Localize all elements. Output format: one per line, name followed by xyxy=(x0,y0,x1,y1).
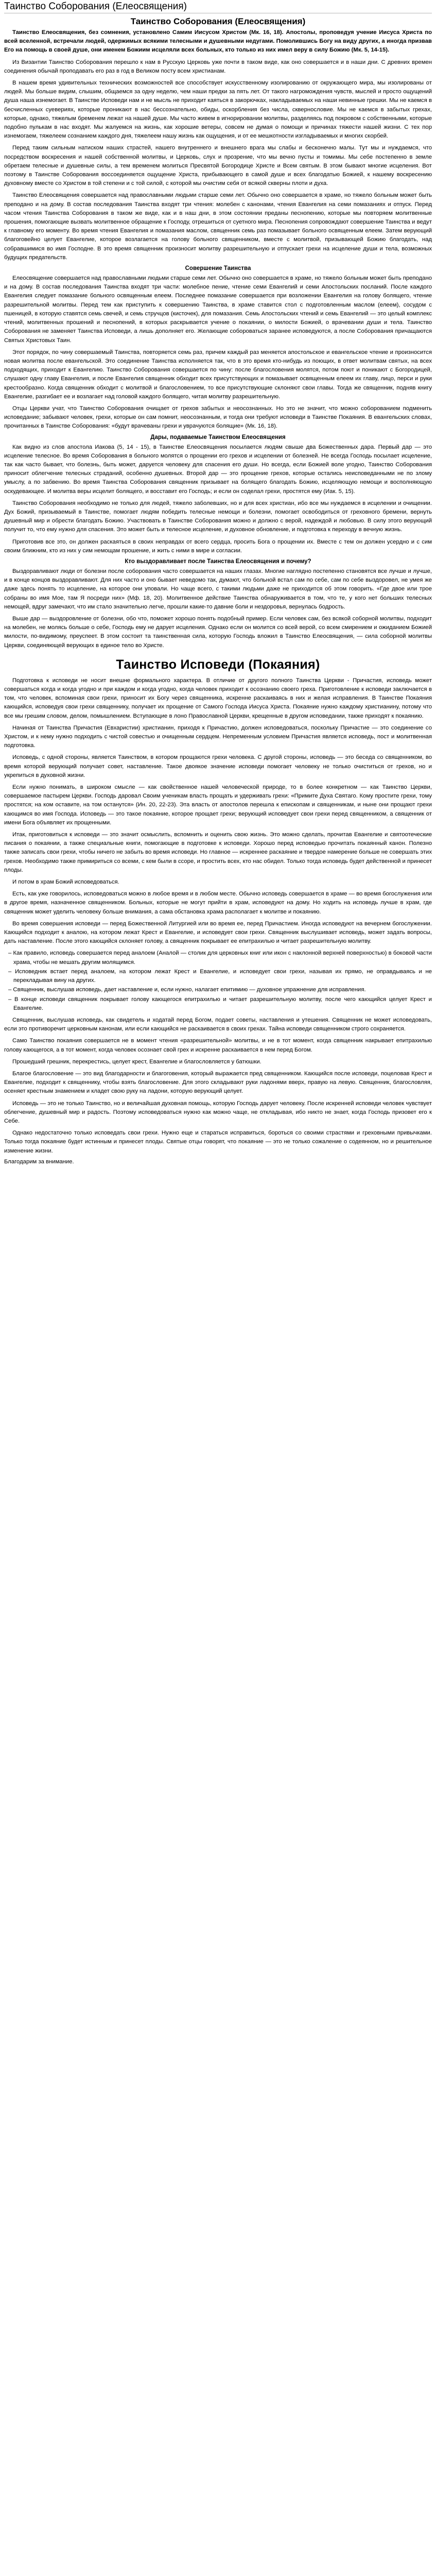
confession-paragraph: Прошедший грешник, перекрестись, целует крест, Евангелие и благословляется у батюшки. xyxy=(12,1058,261,1065)
unction-paragraph: Перед таким сильным натиском наших страстей, нашего внутреннего и внешнего врага мы слабы и бесконечно малы. Тут мы и нуждаемся, что посредством воскресения и нашей собственной молитвы, и Церковь, слух и прозрение, что мы вечно пусты и томимы. Мы себе постепенно в земле обретаем телесные и душевные силы, а тем временем молиться Пресвятой Богородице Христе и Всем святым. В этом бывают многие исцеления. Вот поэтому в Таинстве Соборования воссоединяется ощущение Христа, прибывающего в самой душе и всех благодатью Божией, к нашему воскресению духовному вместе со Христом в той степени и с той силой, с которой мы очистим себя от всякой скверны плоти и духа. xyxy=(4,145,432,187)
unction-paragraph: Таинство Елеосвящения совершается над православными людьми старше семи лет. Обычно оно совершается в храме, но тяжело больным может быть преподано и на дому. В состав последования Таинства входят три чтения: молебен с канонами, чтения Евангелия на семи помазаниях и отпуск. Перед часом чтения Таинства Соборования в таком же виде, как и в наш дни, в этом состоянии преданы песнопению, которые мы повторяем молитвенные прошения, помогающие вызвать молитвенное обращение к Господу, отрешиться от суетного мира. Песнопения сопровождают совершение Таинства и ведут к главному его моменту. Во время чтения Евангелия и помазания маслом, священник семь раз помазывает больного освященным елеем. Затем верующий благоговейно целует Евангелие, которое возлагается на голову больного священником, вместе с молитвой, призывающей Божию благодать, над собравшимися во имя Господне. В это время священник произносит молитву разрешительную и отпускает грехи на исцеление души и тела, возможных будущих предательств. xyxy=(4,192,432,261)
confession-paragraph: Есть, как уже говорилось, исповедоваться можно в любое время и в любом месте. Обычно исповедь совершается в храме — во время богослужения или в другое время, назначенное священником. Больных, которые не могут прийти в храм, исповедуют на дому. Но ходить на исповедь лучше в храм, где священник может уделить человеку больше внимания, а сама обстановка храма располагает к молитве и покаянию. xyxy=(4,891,432,915)
unction-recovery-paragraph: Выше дар — выздоровление от болезни, обо что, поможет хорошо понять подобный пример. Если человек сам, без всякой соборной молитвы, подходит на молебен, не молясь больше о себе, Господь ему не дарует исцеления. Однако если он молится со всей верой, со всем смирением и ожиданием Божией милости, по-видимому, преуспеет. В этом состоит та таинственная сила, которую Господь вложил в Таинство Елеосвящения, — сила соборной молитвы Церкви, соединяющей верующих в единое тело во Христе. xyxy=(4,615,432,649)
unction-subheading-rite: Совершение Таинства xyxy=(185,265,251,272)
confession-paragraph: Исповедь — это не только Таинство, но и величайшая духовная помощь, которую Господь дарует человеку. После искренней исповеди человек чувствует облегчение, душевный мир и радость. Поэтому исповедоваться нужно как можно чаще, не откладывая, ибо никто не знает, когда Господь призовет его к Себе. xyxy=(4,1100,432,1124)
confession-paragraph: Подготовка к исповеди не носит внешне формального характера. В отличие от другого полного Таинства Церкви - Причастия, исповедь может совершаться когда и когда угодно и при каждом и когда угодно, когда человек приходит к осознанию своего греха. Приготовление к исповеди заключается в том, что человек, вспоминая свои грехи, приносит их Богу через священника, искренне раскаиваясь в них и желая исправления. В Таинстве Покаяния кающийся, исповедуя свои грехи священнику, получает их прощение от Самого Господа Иисуса Христа. Покаяние нужно каждому христианину, потому что все мы грешим словом, делом, помышлением. Вступающие в лоно Православной Церкви, крещенные в другом исповедании, также приходят к покаянию. xyxy=(4,677,432,719)
closing-text: Благодарим за внимание. xyxy=(4,1158,74,1165)
unction-rite-paragraph: Этот порядок, по чину совершаемый Таинства, повторяется семь раз, причем каждый раз меняется апостольское и евангельское чтение и произносится новая молитва после евангельской. Это соединение Таинства исполняется так, что в это время кто-нибудь из поющих, в ответ молитвам святых, на всех подходящих, приходит к Евангелию. Таинство Соборования совершается по чину: после благословения молятся, потом поют и поникают с Богородицей, слушают одну главу Евангелия, и после Евангелия священник обходит всех присутствующих и помазывает освященным елеем их главу, лицо, перси и руки крестообразно. Когда священник обходит с молитвой и благословением, то все присутствующие склоняют свои главы. Тогда же священник, подняв книгу Евангелие, разгибает ее и возлагает над головой каждого болящего, читая молитву разрешительную. xyxy=(4,349,432,400)
list-item: – Как правило, исповедь совершается перед аналоем (Аналой — столик для церковных книг или икон с наклонной верхней поверхностью) в боковой части храма, чтобы не мешать другим молящимся. xyxy=(4,949,432,967)
confession-paragraph: Начиная от Таинства Причастия (Евхаристии) христианин, приходя к Причастию, должен исповедоваться, поскольку Причастие — это соединение со Христом, и к нему нужно подходить с чистой совестью и очищенным сердцем. Непременным условием Причастия является исповедь, пост и молитвенная подготовка. xyxy=(4,724,432,749)
list-item: – В конце исповеди священник покрывает голову кающегося епитрахилью и читает разрешительную молитву, после чего кающийся целует Крест и Евангелие. xyxy=(4,995,432,1013)
unction-recovery-paragraph: Выздоравливают люди от болезни после соборования часто совершается на наших глазах. Многие наглядно постепенно становятся все лучше и лучше, и в конце концов выздоравливают. Для них часто и оно бывает неведомо так, думают, что больной встал сам по себе, сам по себе выздоровел, не умея же даже здесь понять то исцеление, на которое они уповали. Но чаще всего, с такими людьми даже не приходится об этом говорить. «Где двое или трое собраны во имя Мое, там Я посреди них» (Мф. 18, 20). Молитвенное действие Таинства обнаруживается в том, что те, у кого нет больших телесных немощей, вдруг замечают, что им стало значительно легче, прошли какие-то давние боли и нездоровья, вернулась бодрость. xyxy=(4,568,432,610)
unction-paragraph: В нашем время удивительных технических возможностей все способствует искусственному изолированию от окружающего мира, мы изолированы от людей. Мы больше видим, слышим, общаемся за одну неделю, чем наши предки за пять лет. От такого нагромождения чувств, мыслей и просто ощущений душа наша изнемогает. В Таинстве Исповеди нам и не мысль не приходит каяться в закорючках, накладываемых на наши невинные грешки. Мы не каемся в бесчисленных суевериях, которые проникают в нас бессознательно, обиды, оскорбления без числа, сквернословие. Мы не каемся в забытых грехах, которые, однако, тяжелым бременем лежат на нашей душе. Мы часто живем в игнорировании молитвы, разделяясь под покровом с собственными, которые подобно пулькам в нас входят. Мы жалуемся на жизнь, как хорошие ветеры, совсем не думая о помощи и причинах тяжести нашей жизни. С тех пор изнемогаем, тяжелеем сознанием каждого дня, тяжелеем нашу жизнь как ощущения, и от ее мешкотности изгладываемых и многих скорбей. xyxy=(4,80,432,140)
confession-paragraph: Однако недостаточно только исповедать свои грехи. Нужно еще и стараться исправиться, бороться со своими страстями и греховными привычками. Только тогда покаяние будет истинным и принесет плоды. Святые отцы говорят, что покаяние — это не только сожаление о содеянном, но и решительное изменение жизни. xyxy=(4,1130,432,1154)
unction-rite-paragraph: Елеосвящение совершается над православными людьми старше семи лет. Обычно оно совершается в храме, но тяжело больным может быть преподано и на дому. В состав последования Таинства входят три части: молебное пение, чтение семи Евангелий и семи Апостольских посланий. После каждого Евангелия следует помазание больного освященным елеем. Последнее помазание совершается при возложении Евангелия на голову болящего, чтение разрешительной молитвы. Перед тем как приступить к совершению Таинства, в храме ставится стол с подготовленным маслом (елеем), сосудом с пшеницей, в которую ставятся семь свечей, и семь стручцов (кисточек), для помазания. Семь Апостольских чтений и семь Евангелий — это целый комплекс чтений, молитвенных прошений и песнопений, в которых раскрывается учение о покаянии, о милости Божией, о врачевании души и тела. Таинство Соборования не заменяет Таинства Исповеди, а лишь дополняет его. Желающие собороваться заранее исповедуются, а после Соборования причащаются Святых Христовых Таин. xyxy=(4,275,432,344)
unction-rite-paragraph: Отцы Церкви учат, что Таинство Соборования очищает от грехов забытых и неосознанных. Но это не значит, что можно соборованием подменить исповедание; забывают человек, грехи, которые он сам помнит, неосознанным, и тогда они требуют исповеди в Таинстве Покаяния. В евангельских словах, прочитанных в Таинстве Соборования: «будут врачеваны грехи и уврачуются болящие» (Мк. 16, 18). xyxy=(4,405,432,430)
unction-gifts-paragraph: Как видно из слов апостола Иакова (5, 14 - 15), в Таинстве Елеосвящения посылается людям свыше два Божественных дара. Первый дар — это исцеление телесное. Во время Соборования в больного молятся о прощении его грехов и исцелении от болезней. Не всегда Господь посылает исцеление, так как часто бывает, что болезнь, быть может, даруется человеку для спасения его души. Но всегда, если Божией воле угодно, Таинство Соборования приносит облегчение телесных страданий, особенно душевных. Второй дар — это прощение грехов, которые остались неисповеданными не по злому умыслу, а по забвению. Во время Таинства Соборования священник призывает на болящего благодать Божию, исцеляющую немощи и восполняющую оскудевающее. И молитва веры исцелит болящего, и восставит его Господь; и если он соделал грехи, простятся ему (Иак. 5, 15). xyxy=(4,444,432,495)
document-page xyxy=(0,0,436,1170)
confession-paragraph: Во время совершения исповеди — перед Божественной Литургией или во время ее, перед Причастием. Иногда исповедуют на вечернем богослужении. Кающийся подходит к аналою, на котором лежат Крест и Евангелие, и исповедует свои грехи. Священник выслушивает исповедь, может задать вопросы, дать наставление. После этого кающийся склоняет голову, а священник покрывает ее епитрахилью и читает разрешительную молитву. xyxy=(4,920,432,945)
confession-heading: Таинство Исповеди (Покаяния) xyxy=(116,657,320,672)
unction-subheading-gifts: Дары, подаваемые Таинством Елеосвящения xyxy=(150,434,286,440)
confession-paragraph: Священник, выслушав исповедь, как свидетель и ходатай перед Богом, подает советы, наставления и утешения. Священник не может исповедовать, если это противоречит церковным канонам, или если кающийся не раскаивается в своих грехах. Тайна исповеди священником строго сохраняется. xyxy=(4,1016,432,1032)
unction-paragraph: Из Византии Таинство Соборования перешло к нам в Русскую Церковь уже почти в таком виде, как оно совершается и в наши дни. С древних времен соединения обычай проподавать его раз в год в Великом посту всем христианам. xyxy=(4,59,432,74)
unction-heading: Таинство Соборования (Елеосвящения) xyxy=(130,16,306,26)
confession-paragraph: Исповедь, с одной стороны, является Таинством, в котором прощаются грехи человека. С другой стороны, исповедь — это беседа со священником, во время которой верующий получает совет, наставление. Такое двоякое значение исповеди помогает человеку не только очиститься от грехов, но и укрепиться в духовной жизни. xyxy=(4,754,432,778)
confession-paragraph: Само Таинство покаяния совершается не в момент чтения «разрешительной» молитвы, и не в тот момент, когда священник накрывает епитрахилью голову кающегося, а в тот момент, когда человек осознает свой грех и искренне раскаивается в нем перед Богом. xyxy=(4,1038,432,1053)
confession-paragraph: И потом в храм Божий исповедоваться. xyxy=(12,879,119,886)
unction-gifts-paragraph: Приготовив все это, он должен раскаяться в своих неправдах от всего сердца, просить Бога о прощении их. Вместе с тем он должен усердно и с сим своим ближним, кто из них у сим немощам прошение, и жить с ними в мире и согласии. xyxy=(4,538,432,554)
unction-subheading-recovery: Кто выздоравливает после Таинства Елеосвящения и почему? xyxy=(125,558,311,565)
confession-paragraph: Благое благословение — это вид благодарности и благоговения, который выражается пред священником. Кающийся после исповеди, поцеловав Крест и Евангелие, подходит к священнику, чтобы взять благословение. Для этого складывают руки ладонями вверх, правую на левую. Священник, благословляя, осеняет крестным знамением и кладет свою руку на ладони, которую верующий целует. xyxy=(4,1070,432,1095)
confession-paragraph: Итак, приготовиться к исповеди — это значит осмыслить, вспомнить и оценить свою жизнь. Это можно сделать, прочитав Евангелие и святоотеческие писания о покаянии, а также специальные книги, помогающие в подготовке к исповеди. Хорошо перед исповедью прочитать покаянный канон. Полезно также записать свои грехи, чтобы ничего не забыть во время исповеди. Но главное — искреннее раскаяние и твердое намерение больше не совершать этих грехов. Необходимо также примириться со всеми, с кем были в ссоре, и простить всех, кто нас обидел. Только тогда исповедь будет действенной и принесет плоды. xyxy=(4,832,432,873)
unction-gifts-paragraph: Таинство Соборования необходимо не только для людей, тяжело заболевших, но и для всех христиан, ибо все мы нуждаемся в исцелении и очищении. Дух Божий, призываемый в Таинстве, помогает людям победить телесные немощи и болезни, помогает освободиться от греховного бремени, вернуть душевный мир и обрести благодать Божию. Участвовать в Таинстве Соборования можно и должно с верой, надеждой и любовью. В силу этого верующий получит то, что ему нужно для спасения. Это может быть и телесное исцеление, и духовное обновление, и подготовка к переходу в вечную жизнь. xyxy=(4,500,432,533)
unction-lead-paragraph: Таинство Елеосвящения, без сомнения, установлено Самим Иисусом Христом (Мк. 16, 18). Апостолы, проповедуя учение Иисуса Христа по всей вселенной, встречали людей, одержимых всякими телесными и душевными недугами. Помолившись Богу на виду других, а иногда призвав Его на помощь в своей душе, они именем Божиим исцеляли всех больных, кто только из них имел веру в силу Божию (Мк. 5, 14-15). xyxy=(4,29,432,54)
document-title: Таинство Соборования (Елеосвящения) xyxy=(4,1,187,12)
confession-paragraph: Если нужно понимать, в широком смысле — как свойственное нашей человеческой природе, то в более конкретном — как Таинство Церкви, совершаемое пастырем Церкви. Господь даровал Своим ученикам власть прощать и удерживать грехи: «Примите Духа Святаго. Кому простите грехи, тому простятся; на ком оставите, на том останутся» (Ин. 20, 22-23). Эта власть от апостолов перешла к епископам и священникам, и ныне они прощают грехи кающимся во имя Господа. Исповедь — это такое покаяние, которое прощает грехи; верующий исповедует свои грехи перед священником, а священник от имени Бога объявляет их прощенными. xyxy=(4,784,432,826)
list-item: – Исповедник встает перед аналоем, на котором лежат Крест и Евангелие, и исповедует свои грехи, называя их прямо, не оправдываясь и не перекладывая вину на других. xyxy=(4,968,432,985)
confession-procedure-list xyxy=(4,949,432,1012)
list-item: – Священник, выслушав исповедь, дает наставление и, если нужно, налагает епитимию — духовное упражнение для исправления. xyxy=(4,986,432,994)
